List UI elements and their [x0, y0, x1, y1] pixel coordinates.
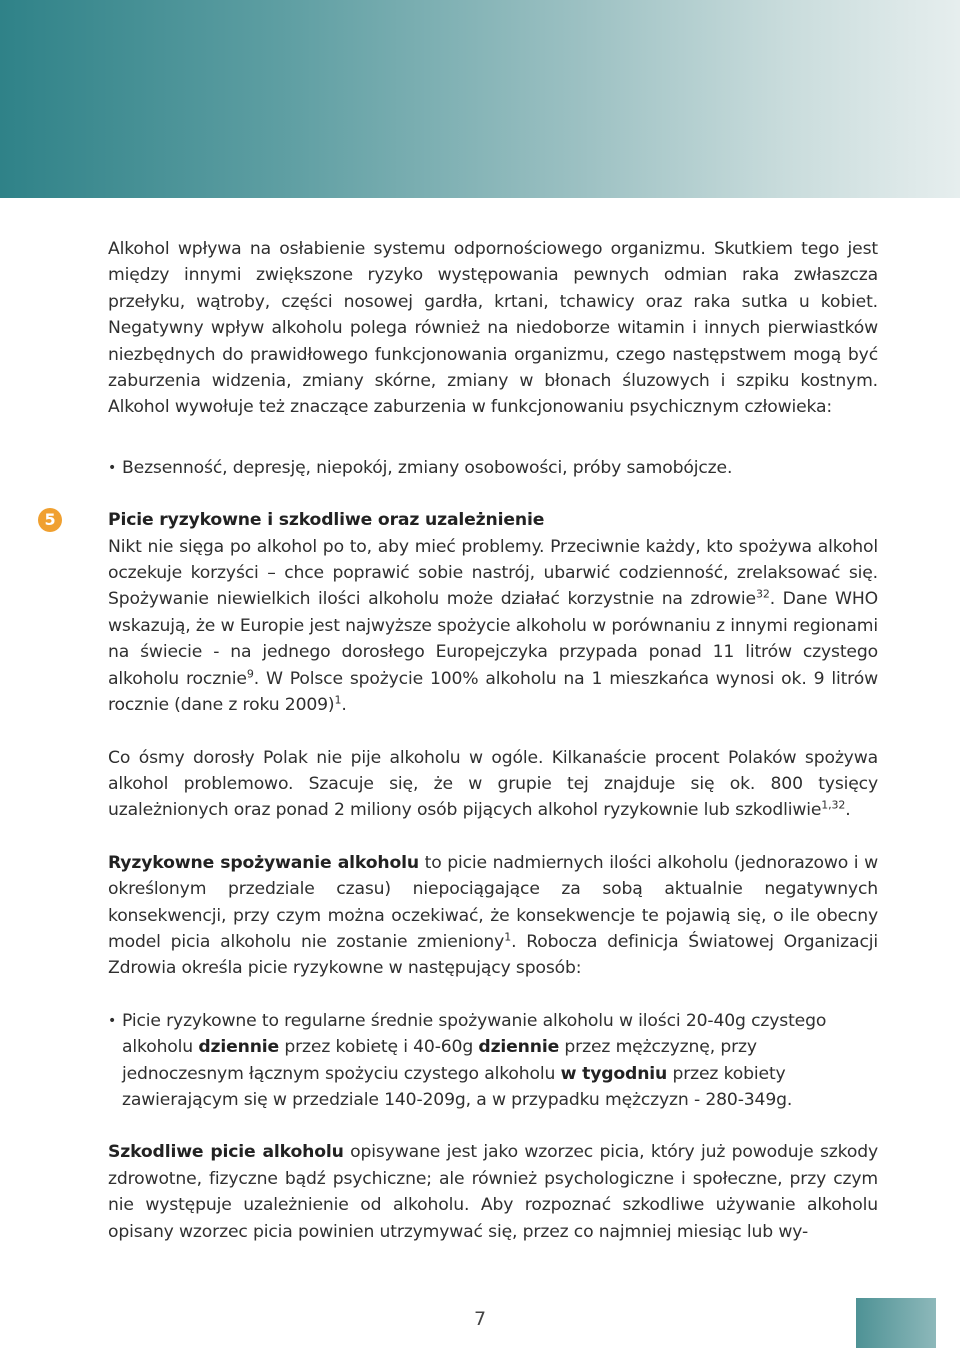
page-number: 7 [473, 1308, 487, 1330]
bold-run: w tygodniu [560, 1063, 668, 1084]
section-heading [44, 507, 878, 533]
text-run: . [341, 695, 347, 716]
footnote-ref: 1,32 [821, 798, 846, 812]
text-run: Nikt nie sięga po alkohol po to, aby mieć problemy. Przeciwnie każdy, kto spożywa alkohol oczekuje korzyści – chce poprawić sobie nastrój, ubarwić codzienność, zrelaksować się. Spożywanie niewielkich ilości alkoholu może działać korzystnie na zdrowie [108, 536, 878, 610]
term-risky-drinking: Ryzykowne spożywanie alkoholu [108, 852, 419, 873]
text-run: . [845, 800, 851, 821]
bullet-icon: • [108, 459, 117, 476]
footnote-ref: 32 [755, 587, 770, 601]
page-content [44, 236, 878, 1245]
text-run: przez kobietę i 40-60g [279, 1037, 479, 1058]
paragraph-harmful-drinking [108, 1139, 878, 1245]
section-title: Picie ryzykowne i szkodliwe oraz uzależnienie [108, 510, 545, 531]
text-run: to picie nadmiernych ilości alkoholu (jednorazowo i w określonym przedziale czasu) niepociągające za sobą aktualnie negatywnych konsekwencji, przy czym można oczekiwać, że konsekwencje te pojawią się, o ile obecny model picia alkoholu nie zostanie zmieniony [108, 852, 878, 952]
text-run: . W Polsce spożycie 100% alkoholu na 1 mieszkańca wynosi ok. 9 litrów rocznie (dane z roku 2009) [108, 668, 878, 716]
bullet-item-psychological-effects [108, 455, 878, 481]
bullet-text [122, 1008, 878, 1114]
footnote-ref: 1 [504, 930, 512, 944]
bullet-text: Bezsenność, depresję, niepokój, zmiany osobowości, próby samobójcze. [122, 457, 733, 478]
section-number-badge: 5 [38, 508, 62, 532]
header-gradient-band [0, 0, 960, 198]
paragraph-text: Alkohol wpływa na osłabienie systemu odpornościowego organizmu. Skutkiem tego jest między innymi zwiększone ryzyko występowania pewnych odmian raka zwłaszcza przełyku, wątroby, części nosowej gardła, krtani, tchawicy oraz raka sutka u kobiet. Negatywny wpływ alkoholu polega również na niedoborze witamin i innych pierwiastków niezbędnych do prawidłowego funkcjonowania organizmu, czego następstwem mogą być zaburzenia widzenia, zmiany skórne, zmiany w błonach śluzowych i szpiku kostnym. Alkohol wywołuje też znaczące zaburzenia w funkcjonowaniu psychicznym człowieka: [108, 239, 878, 418]
paragraph-alcohol-consumption [108, 534, 878, 719]
text-run: . Dane WHO wskazują, że w Europie jest najwyższe spożycie alkoholu w porównaniu z innymi regionami na świecie - na jednego dorosłego Europejczyka przypada ponad 11 litrów czystego alkoholu rocznie [108, 589, 878, 689]
text-run: Picie ryzykowne to regularne średnie spożywanie alkoholu w ilości 20-40g czystego alkoholu [122, 1010, 827, 1058]
footnote-ref: 1 [334, 693, 342, 707]
text-run: opisywane jest jako wzorzec picia, który już powoduje szkody zdrowotne, fizyczne bądź psychiczne; ale również psychologiczne i społeczne, przy czym nie występuje uzależnienie od alkoholu. Aby rozpoznać szkodliwe używanie alkoholu opisany wzorzec picia powinien utrzymywać się, przez co najmniej miesiąc lub wy- [108, 1142, 878, 1242]
footnote-ref: 9 [246, 666, 254, 680]
text-run: . Robocza definicja Światowej Organizacji Zdrowia określa picie ryzykowne w następujący sposób: [108, 931, 878, 979]
text-run: przez kobiety zawierającym się w przedziale 140-209g, a w przypadku mężczyzn - 280-349g. [122, 1063, 793, 1110]
bold-run: dziennie [478, 1037, 560, 1058]
bullet-item-risky-definition [108, 1008, 878, 1114]
bullet-icon: • [108, 1012, 117, 1029]
paragraph-alcohol-immunity [108, 236, 878, 421]
text-run: przez mężczyznę, przy jednoczesnym łącznym spożyciu czystego alkoholu [122, 1037, 757, 1084]
bold-run: dziennie [198, 1037, 280, 1058]
text-run: Co ósmy dorosły Polak nie pije alkoholu w ogóle. Kilkanaście procent Polaków spożywa alkohol problemowo. Szacuje się, że w grupie tej znajduje się ok. 800 tysięcy uzależnionych oraz ponad 2 miliony osób pijących alkohol ryzykownie lub szkodliwie [108, 747, 878, 821]
paragraph-risky-drinking [108, 850, 878, 982]
corner-color-block [856, 1298, 936, 1348]
paragraph-polish-statistics [108, 745, 878, 824]
term-harmful-drinking: Szkodliwe picie alkoholu [108, 1142, 344, 1163]
